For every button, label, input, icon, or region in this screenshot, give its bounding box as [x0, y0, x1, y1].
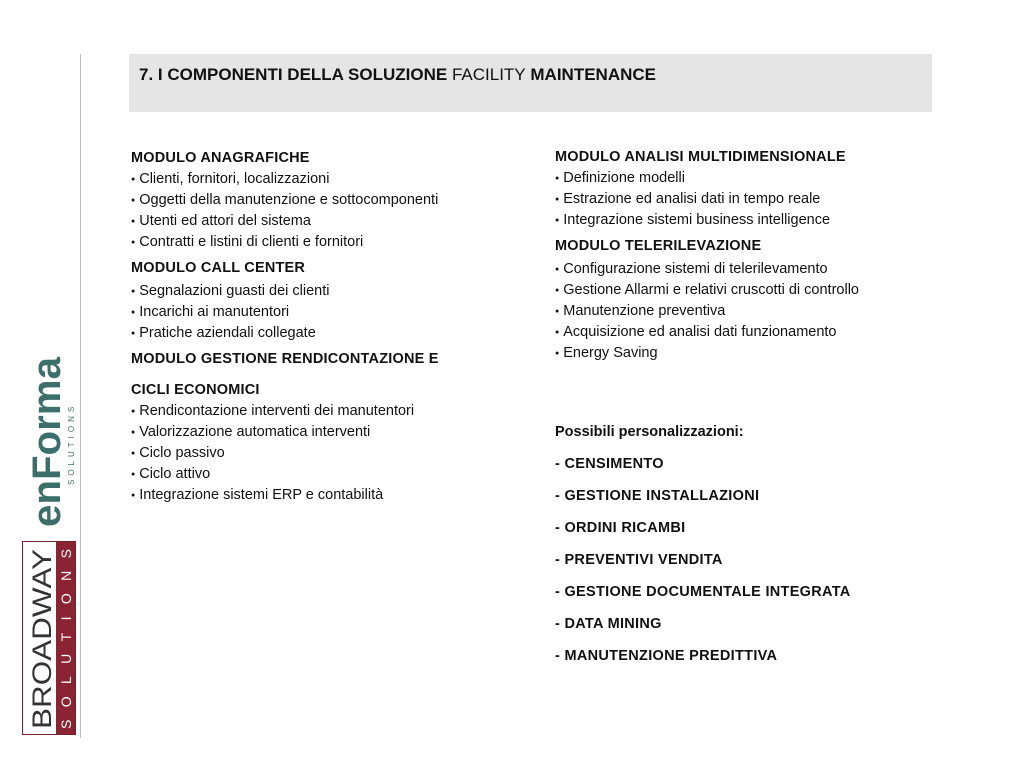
- list-item: ● Segnalazioni guasti dei clienti: [131, 281, 531, 302]
- list-telerilevazione: [555, 259, 955, 364]
- list-item: ● Acquisizione ed analisi dati funzionamento: [555, 322, 955, 343]
- list-anagrafiche: [131, 169, 531, 253]
- section-heading-call-center: MODULO CALL CENTER: [131, 260, 306, 276]
- list-call-center: [131, 281, 531, 344]
- list-item: ● Valorizzazione automatica interventi: [131, 422, 531, 443]
- list-item: ● Configurazione sistemi di telerilevamento: [555, 259, 955, 280]
- title-part1: 7. I COMPONENTI DELLA SOLUZIONE: [139, 65, 448, 84]
- left-column: [131, 150, 531, 506]
- personalizzazione-item: - GESTIONE DOCUMENTALE INTEGRATA: [555, 584, 851, 600]
- list-item: ● Pratiche aziendali collegate: [131, 323, 531, 344]
- list-item: ● Contratti e listini di clienti e fornitori: [131, 232, 531, 253]
- vertical-divider-line: [80, 54, 81, 738]
- list-item: ● Gestione Allarmi e relativi cruscotti di controllo: [555, 280, 955, 301]
- right-column: [555, 149, 955, 664]
- personalizzazione-item: - MANUTENZIONE PREDITTIVA: [555, 648, 778, 664]
- list-item: ● Clienti, fornitori, localizzazioni: [131, 169, 531, 190]
- enforma-logo-subtext: SOLUTIONS: [67, 402, 76, 485]
- section-heading-rendicontazione-line1: MODULO GESTIONE RENDICONTAZIONE E: [131, 351, 439, 367]
- list-item: ● Ciclo attivo: [131, 464, 531, 485]
- list-item: ● Integrazione sistemi business intelligence: [555, 210, 955, 231]
- title-part3: MAINTENANCE: [530, 65, 656, 84]
- title-bar: [129, 54, 932, 112]
- section-heading-anagrafiche: MODULO ANAGRAFICHE: [131, 150, 310, 166]
- broadway-logo: [22, 541, 76, 735]
- list-item: ● Ciclo passivo: [131, 443, 531, 464]
- title-part2: FACILITY: [451, 65, 526, 84]
- section-heading-analisi: MODULO ANALISI MULTIDIMENSIONALE: [555, 149, 846, 165]
- enforma-logo: [22, 355, 78, 527]
- broadway-logo-subtext: SOLUTIONS: [58, 549, 74, 729]
- list-item: ● Manutenzione preventiva: [555, 301, 955, 322]
- list-item: ● Integrazione sistemi ERP e contabilità: [131, 485, 531, 506]
- list-item: ● Incarichi ai manutentori: [131, 302, 531, 323]
- personalizzazione-item: - PREVENTIVI VENDITA: [555, 552, 723, 568]
- personalizzazione-item: - DATA MINING: [555, 616, 662, 632]
- list-item: ● Utenti ed attori del sistema: [131, 211, 531, 232]
- personalizzazione-item: - CENSIMENTO: [555, 456, 664, 472]
- list-item: ● Energy Saving: [555, 343, 955, 364]
- personalizzazione-item: - ORDINI RICAMBI: [555, 520, 686, 536]
- list-item: ● Estrazione ed analisi dati in tempo reale: [555, 189, 955, 210]
- enforma-logo-text: enForma: [25, 358, 69, 527]
- list-rendicontazione: [131, 401, 531, 506]
- section-heading-telerilevazione: MODULO TELERILEVAZIONE: [555, 238, 762, 254]
- list-analisi: [555, 168, 955, 231]
- broadway-logo-text: BROADWAY: [27, 574, 57, 729]
- list-item: ● Oggetti della manutenzione e sottocomponenti: [131, 190, 531, 211]
- slide-title: [139, 65, 656, 85]
- personalizzazioni-list: [555, 456, 955, 664]
- list-item: ● Rendicontazione interventi dei manutentori: [131, 401, 531, 422]
- section-heading-rendicontazione-line2: CICLI ECONOMICI: [131, 382, 260, 398]
- list-item: ● Definizione modelli: [555, 168, 955, 189]
- personalizzazioni-heading: Possibili personalizzazioni:: [555, 424, 744, 440]
- personalizzazione-item: - GESTIONE INSTALLAZIONI: [555, 488, 760, 504]
